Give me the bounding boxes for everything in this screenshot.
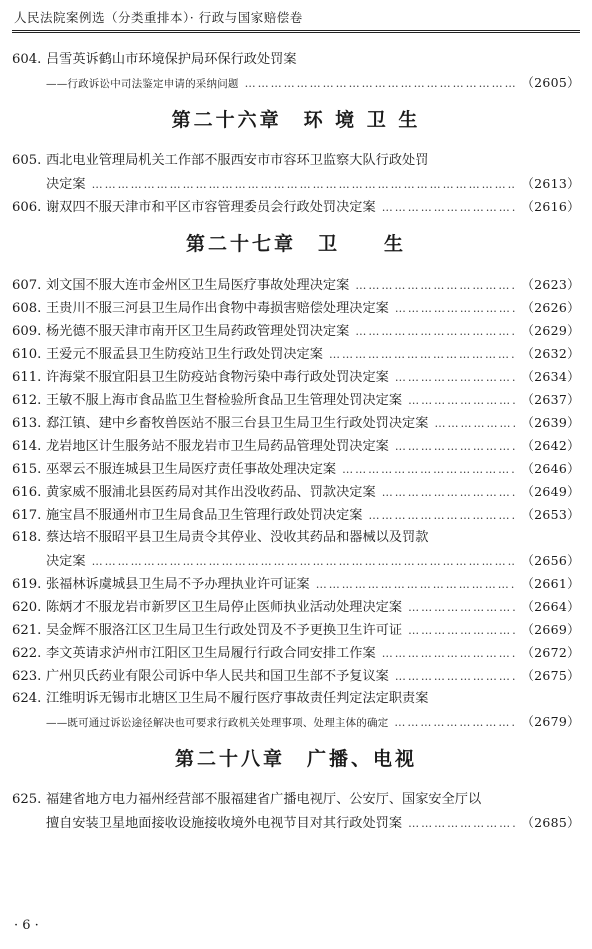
- dot-leader: [395, 435, 516, 458]
- entry-page: （2623）: [521, 277, 580, 292]
- dot-leader: [382, 642, 516, 665]
- entry-number: 607.: [12, 278, 42, 293]
- page-number: · 6 ·: [14, 918, 39, 933]
- entry-page: （2642）: [521, 438, 580, 453]
- entry-page: （2605）: [521, 75, 580, 90]
- entry-title: 江维明诉无锡市北塘区卫生局不履行医疗事故责任判定法定职责案: [46, 691, 429, 706]
- toc-entry-605[interactable]: [12, 149, 580, 195]
- dot-leader: [92, 550, 516, 573]
- entry-number: 615.: [12, 462, 42, 477]
- entry-title: 施宝昌不服通州市卫生局食品卫生管理行政处罚决定案: [46, 508, 363, 523]
- dot-leader: [395, 297, 516, 320]
- dot-leader: [408, 596, 515, 619]
- entry-page: （2646）: [521, 461, 580, 476]
- chapter-heading-26: 第二十六章 环 境 卫 生: [171, 109, 421, 131]
- dot-leader: [92, 173, 516, 196]
- entry-subtitle: ——行政诉讼中司法鉴定申请的采纳问题: [46, 78, 239, 90]
- running-header: 人民法院案例选（分类重排本）· 行政与国家赔偿卷: [14, 10, 303, 25]
- entry-number: 605.: [12, 153, 42, 168]
- dot-leader: [316, 573, 516, 596]
- dot-leader: [342, 458, 515, 481]
- entry-title: 郄江镇、建中乡畜牧兽医站不服三台县卫生局卫生行政处罚决定案: [46, 416, 429, 431]
- entry-page: （2629）: [521, 323, 580, 338]
- header-rule: [12, 30, 580, 33]
- dot-leader: [382, 196, 516, 219]
- entry-title: 王爱元不服孟县卫生防疫站卫生行政处罚决定案: [46, 347, 323, 362]
- entry-page: （2679）: [521, 714, 580, 729]
- entry-page: （2613）: [521, 176, 580, 191]
- dot-leader: [245, 72, 516, 95]
- toc-entry-622[interactable]: [12, 641, 580, 664]
- toc-entry-606[interactable]: [12, 195, 580, 218]
- toc-entry-617[interactable]: [12, 503, 580, 526]
- dot-leader: [382, 481, 516, 504]
- entry-number: 622.: [12, 646, 42, 661]
- entry-title: 龙岩地区计生服务站不服龙岩市卫生局药品管理处罚决定案: [46, 439, 389, 454]
- entry-page: （2669）: [521, 622, 580, 637]
- entry-page: （2649）: [521, 484, 580, 499]
- toc-entry-612[interactable]: [12, 388, 580, 411]
- entry-title-cont: 决定案: [46, 177, 86, 192]
- chapter-heading-28: 第二十八章 广播、电视: [174, 748, 417, 770]
- dot-leader: [329, 343, 515, 366]
- dot-leader: [434, 412, 515, 435]
- entry-number: 610.: [12, 347, 42, 362]
- entry-page: （2653）: [521, 507, 580, 522]
- toc-entry-609[interactable]: [12, 319, 580, 342]
- entry-page: （2639）: [521, 415, 580, 430]
- entry-number: 618.: [12, 530, 42, 545]
- entry-number: 613.: [12, 416, 42, 431]
- entry-number: 616.: [12, 485, 42, 500]
- entry-title: 刘文国不服大连市金州区卫生局医疗事故处理决定案: [46, 278, 350, 293]
- toc-entry-615[interactable]: [12, 457, 580, 480]
- toc-entry-608[interactable]: [12, 296, 580, 319]
- entry-title: 王敏不服上海市食品监卫生督检验所食品卫生管理处罚决定案: [46, 393, 403, 408]
- entry-number: 620.: [12, 600, 42, 615]
- toc-entry-614[interactable]: [12, 434, 580, 457]
- dot-leader: [369, 504, 516, 527]
- entry-number: 625.: [12, 792, 42, 807]
- entry-page: （2664）: [521, 599, 580, 614]
- entry-title-cont: 决定案: [46, 554, 86, 569]
- entry-title: 西北电业管理局机关工作部不服西安市市容环卫监察大队行政处罚: [46, 153, 429, 168]
- toc-entry-621[interactable]: [12, 618, 580, 641]
- dot-leader: [408, 812, 515, 835]
- toc-entry-625[interactable]: [12, 788, 580, 834]
- entry-subtitle: ——既可通过诉讼途径解决也可要求行政机关处理事项、处理主体的确定: [46, 717, 389, 729]
- toc-entry-616[interactable]: [12, 480, 580, 503]
- entry-number: 609.: [12, 324, 42, 339]
- entry-number: 611.: [12, 370, 42, 385]
- entry-number: 617.: [12, 508, 42, 523]
- entry-number: 624.: [12, 691, 42, 706]
- entry-title: 许海棠不服宜阳县卫生防疫站食物污染中毒行政处罚决定案: [46, 370, 389, 385]
- toc-entry-618[interactable]: [12, 526, 580, 572]
- entry-number: 608.: [12, 301, 42, 316]
- dot-leader: [408, 389, 515, 412]
- toc-entry-610[interactable]: [12, 342, 580, 365]
- dot-leader: [395, 366, 516, 389]
- dot-leader: [394, 711, 515, 734]
- toc-entry-624[interactable]: [12, 687, 580, 733]
- entry-title: 张福林诉虞城县卫生局不予办理执业许可证案: [46, 577, 310, 592]
- entry-title: 吴金辉不服洛江区卫生局卫生行政处罚及不予更换卫生许可证: [46, 623, 403, 638]
- entry-page: （2626）: [521, 300, 580, 315]
- entry-title: 谢双四不服天津市和平区市容管理委员会行政处罚决定案: [46, 200, 376, 215]
- entry-title: 巫翠云不服连城县卫生局医疗责任事故处理决定案: [46, 462, 337, 477]
- entry-title: 吕雪英诉鹤山市环境保护局环保行政处罚案: [46, 52, 297, 67]
- toc-entry-613[interactable]: [12, 411, 580, 434]
- entry-title: 陈炳才不服龙岩市新罗区卫生局停止医师执业活动处理决定案: [46, 600, 403, 615]
- entry-title: 福建省地方电力福州经营部不服福建省广播电视厅、公安厅、国家安全厅以: [46, 792, 482, 807]
- entry-page: （2656）: [521, 553, 580, 568]
- entry-page: （2637）: [521, 392, 580, 407]
- entry-title: 黄家威不服浦北县医药局对其作出没收药品、罚款决定案: [46, 485, 376, 500]
- toc-entry-607[interactable]: [12, 273, 580, 296]
- toc-entry-611[interactable]: [12, 365, 580, 388]
- dot-leader: [355, 274, 515, 297]
- entry-number: 606.: [12, 200, 42, 215]
- entry-number: 612.: [12, 393, 42, 408]
- chapter-heading-27: 第二十七章 卫 生: [185, 233, 406, 255]
- toc-entry-623[interactable]: [12, 664, 580, 687]
- toc-entry-604[interactable]: [12, 48, 580, 94]
- entry-page: （2685）: [521, 815, 580, 830]
- entry-page: （2616）: [521, 199, 580, 214]
- entry-title: 蔡达培不服昭平县卫生局责令其停业、没收其药品和器械以及罚款: [46, 530, 429, 545]
- dot-leader: [395, 665, 516, 688]
- dot-leader: [408, 619, 515, 642]
- entry-number: 604.: [12, 52, 42, 67]
- dot-leader: [355, 320, 515, 343]
- entry-title: 王贵川不服三河县卫生局作出食物中毒损害赔偿处理决定案: [46, 301, 389, 316]
- entry-page: （2661）: [521, 576, 580, 591]
- entry-title: 杨光德不服天津市南开区卫生局药政管理处罚决定案: [46, 324, 350, 339]
- table-of-contents: [12, 48, 580, 834]
- entry-page: （2675）: [521, 668, 580, 683]
- entry-title-cont: 擅自安装卫星地面接收设施接收境外电视节目对其行政处罚案: [46, 816, 403, 831]
- entry-title: 李文英请求泸州市江阳区卫生局履行行政合同安排工作案: [46, 646, 376, 661]
- entry-number: 621.: [12, 623, 42, 638]
- entry-page: （2672）: [521, 645, 580, 660]
- entry-page: （2632）: [521, 346, 580, 361]
- entry-title: 广州贝氏药业有限公司诉中华人民共和国卫生部不予复议案: [46, 669, 389, 684]
- entry-number: 614.: [12, 439, 42, 454]
- entry-page: （2634）: [521, 369, 580, 384]
- entry-number: 623.: [12, 669, 42, 684]
- entry-number: 619.: [12, 577, 42, 592]
- toc-entry-620[interactable]: [12, 595, 580, 618]
- toc-entry-619[interactable]: [12, 572, 580, 595]
